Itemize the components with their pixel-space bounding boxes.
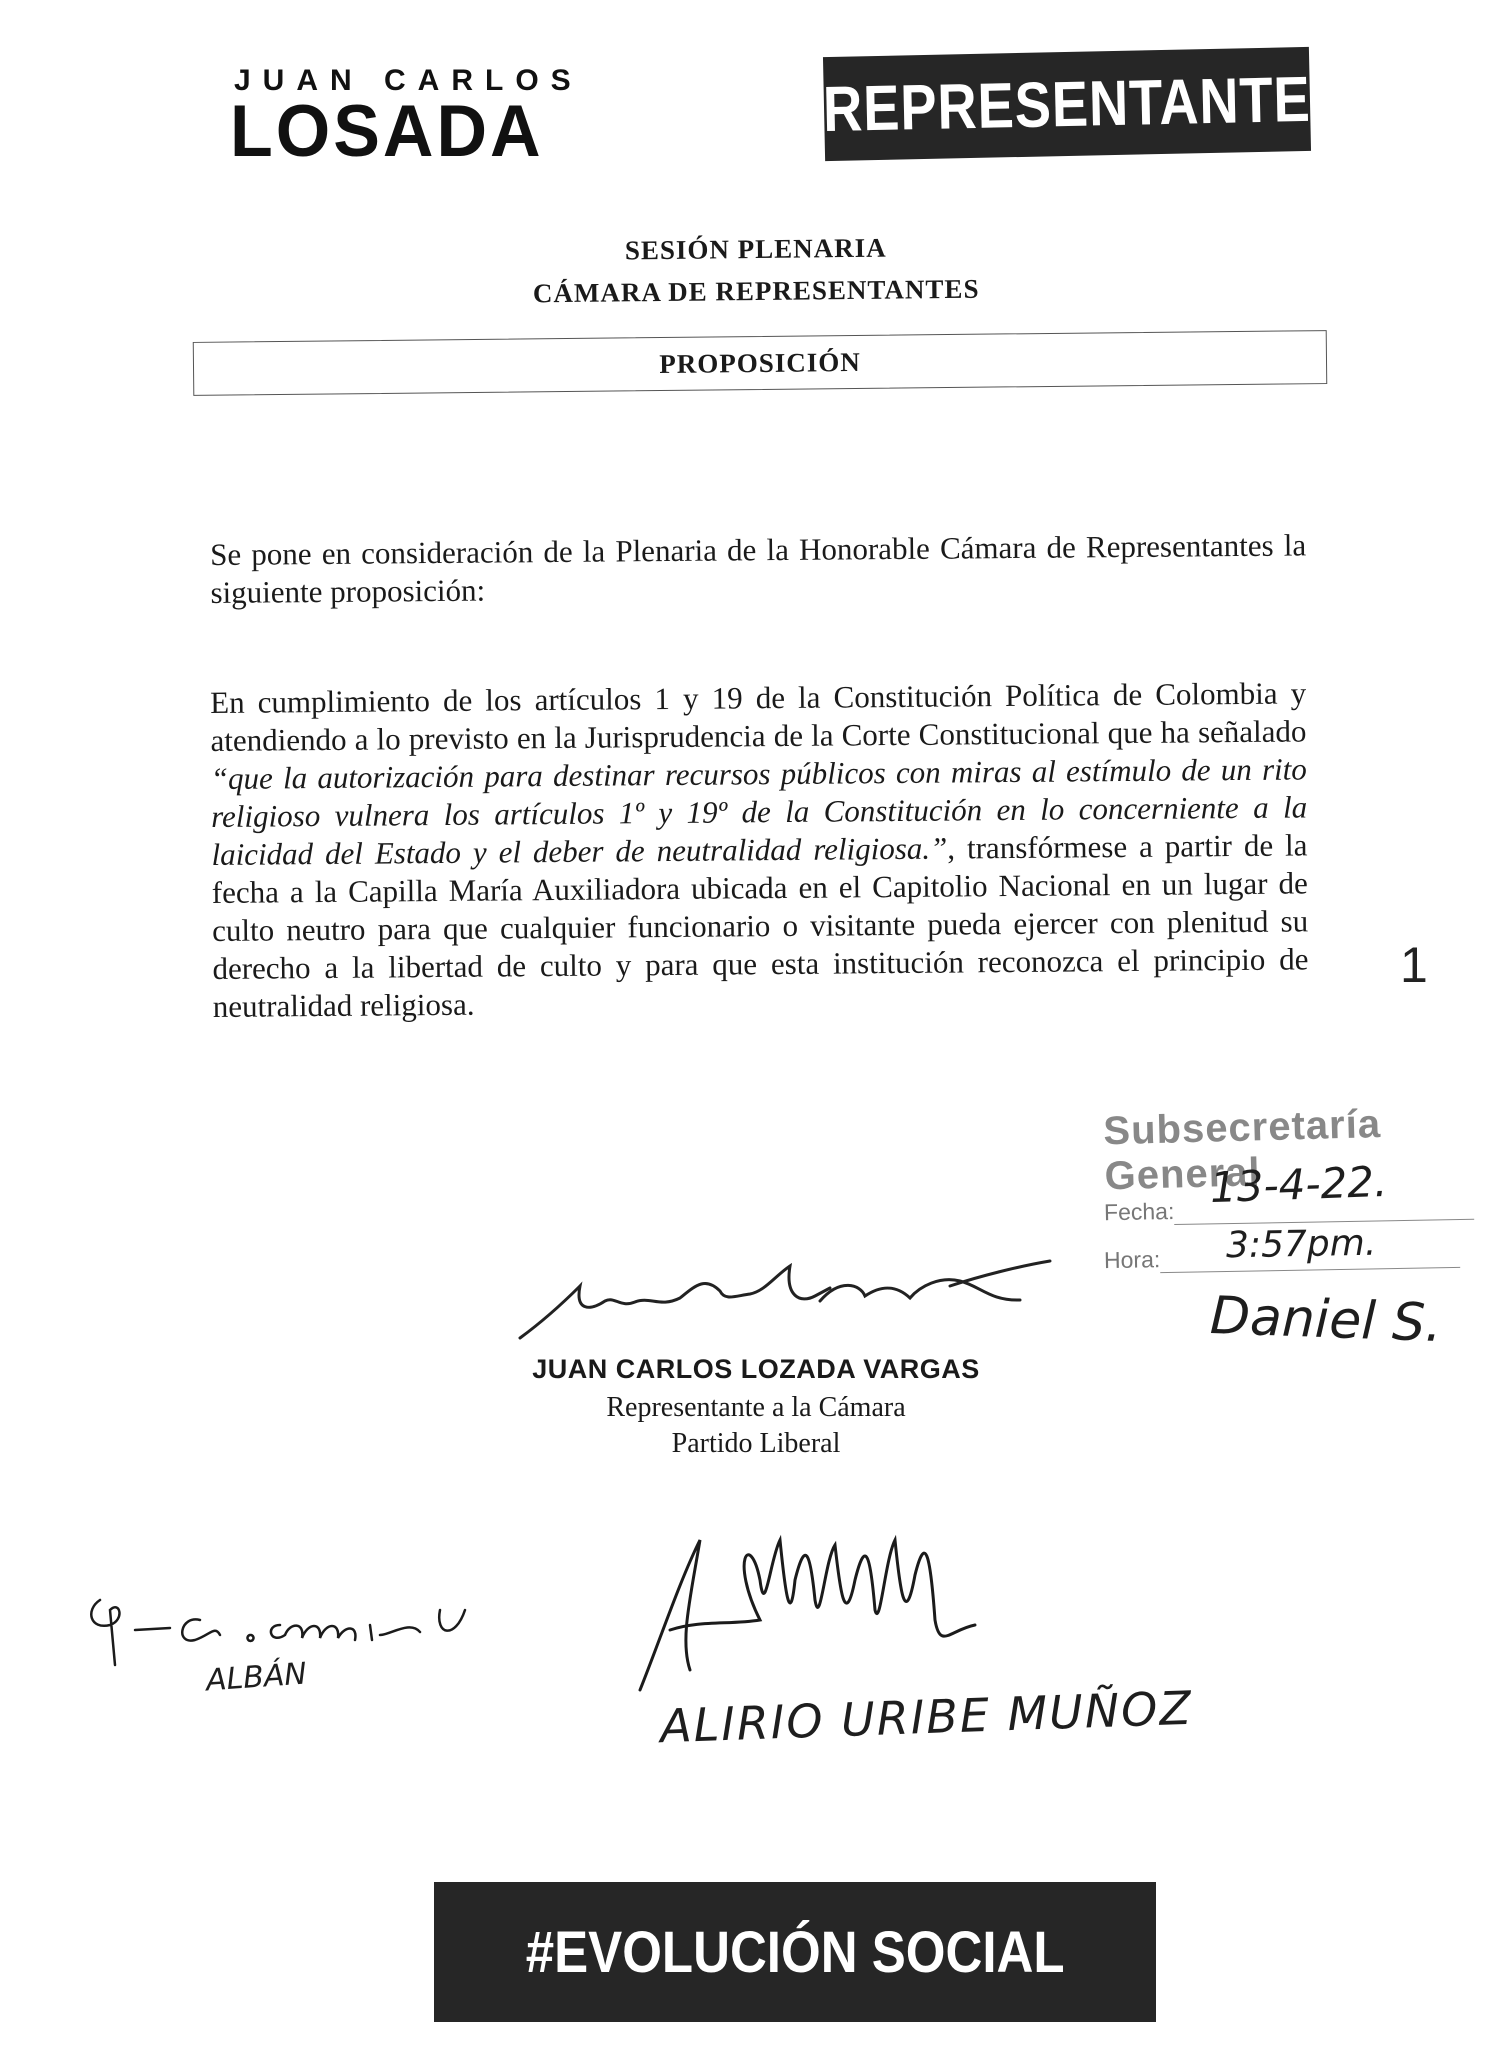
logo-first-name: JUAN CARLOS [234,64,583,97]
stamp-fecha-value: 13-4-22. [1209,1156,1389,1213]
lozada-signature [520,1256,1060,1351]
signer-role: Representante a la Cámara [606,1392,906,1423]
logo-last-name: LOSADA [230,90,544,172]
jurisprudence-quote: “que la autorización para destinar recursos públicos con miras al estímulo de un rito religioso vulnera los artículos 1º y 19º de la Constitución en lo concerniente a la laicidad del Estado y el deber de neutralidad religiosa.” [210,751,1308,872]
proposal-text-start: En cumplimiento de los artículos 1 y 19 de la Constitución Política de Colombia y atendiendo a lo previsto en la Jurisprudencia de la Corte Constitucional que ha señalado [210,675,1307,758]
handwritten-name-uribe: ALIRIO URIBE MUÑOZ [659,1680,1194,1754]
session-title [0,220,1512,320]
evolucion-social-text: #EVOLUCIÓN SOCIAL [525,1919,1065,1985]
evolucion-social-banner [434,1882,1156,2022]
proposicion-box [193,330,1328,396]
stamp-title: Subsecretaría General [1102,1102,1382,1199]
signer-party: Partido Liberal [671,1428,841,1459]
intro-paragraph: Se pone en consideración de la Plenaria de la Honorable Cámara de Representantes la siguiente proposición: [210,527,1307,610]
page-number: 1 [1400,937,1428,993]
representante-banner [823,47,1311,161]
stamp-receiver-signature: Daniel S. [1209,1285,1443,1355]
proposal-text-end: , transfórmese a partir de la fecha a la Capilla María Auxiliadora ubicada en el Capitolio Nacional en un lugar de culto neutro para que cualquier funcionario o visitante pueda ejercer con plenitud su derecho a la libertad de culto y para que esta institución reconozca el principio de neutralidad religiosa. [211,827,1309,1024]
representante-banner-text: REPRESENTANTE [822,62,1312,146]
stamp-fecha-label: Fecha: [1103,1198,1175,1226]
uribe-signature [630,1520,1010,1705]
stamp-hora-value: 3:57pm. [1225,1222,1377,1267]
signer-name: JUAN CARLOS LOZADA VARGAS [532,1354,980,1384]
session-title-line2: CÁMARA DE REPRESENTANTES [532,273,980,309]
proposal-paragraph [210,674,1309,1026]
session-title-line1: SESIÓN PLENARIA [624,232,887,266]
stamp-hora-label: Hora: [1103,1246,1161,1274]
proposicion-title: PROPOSICIÓN [659,346,861,379]
handwritten-name-alban: ALBÁN [204,1656,308,1699]
